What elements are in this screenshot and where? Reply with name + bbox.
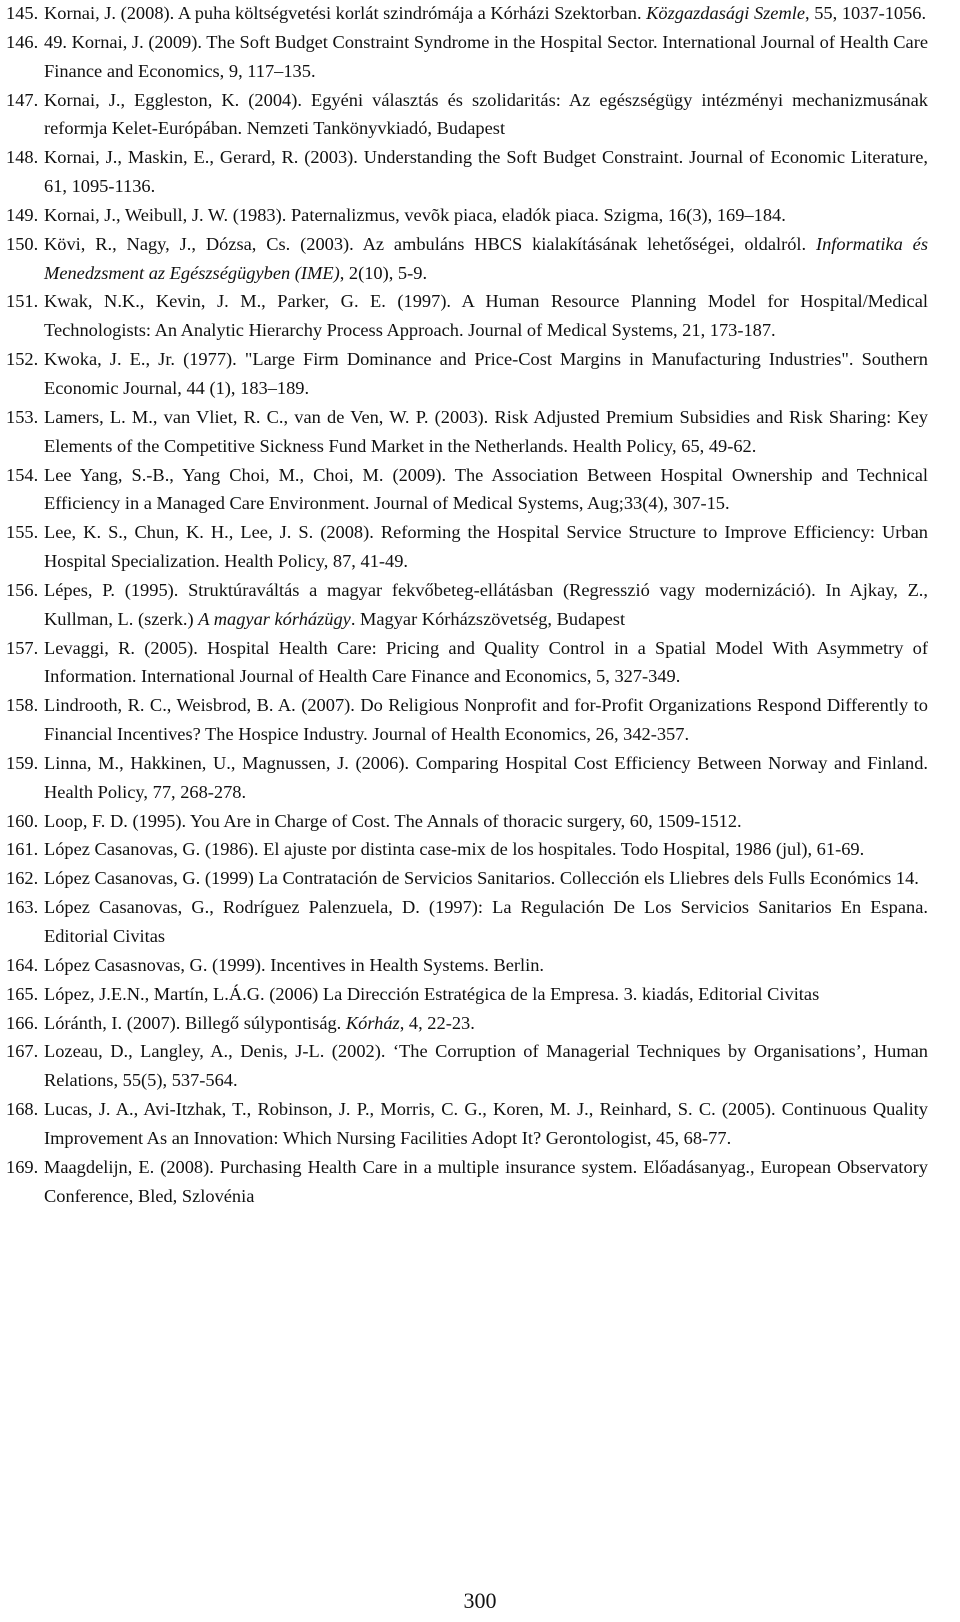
reference-entry — [6, 1037, 928, 1095]
reference-text: Lamers, L. M., van Vliet, R. C., van de Ven, W. P. (2003). Risk Adjusted Premium Subsidies and Risk Sharing: Key Elements of the Competitive Sickness Fund Market in the Netherlands. Health Policy, 65, 49-62. — [44, 406, 928, 456]
reference-text: Lindrooth, R. C., Weisbrod, B. A. (2007). Do Religious Nonprofit and for-Profit Organizations Respond Differently to Financial Incentives? The Hospice Industry. Journal of Health Economics, 26, 342-357. — [44, 695, 928, 745]
reference-number: 159. — [6, 752, 39, 773]
reference-entry — [6, 28, 928, 86]
reference-entry — [6, 980, 928, 1009]
reference-text: López Casanovas, G. (1986). El ajuste por distinta case-mix de los hospitales. Todo Hospital, 1986 (jul), 61-69. — [44, 839, 865, 860]
reference-number: 168. — [6, 1099, 39, 1120]
reference-number: 157. — [6, 637, 39, 658]
reference-italic-text: A magyar kórházügy — [198, 608, 351, 629]
reference-entry — [6, 0, 928, 28]
page-number: 300 — [463, 1588, 497, 1613]
reference-number: 155. — [6, 522, 39, 543]
reference-text: Kwoka, J. E., Jr. (1977). "Large Firm Dominance and Price-Cost Margins in Manufacturing Industries". Southern Economic Journal, 44 (1), 183–189. — [44, 349, 928, 398]
reference-text: López, J.E.N., Martín, L.Á.G. (2006) La Dirección Estratégica de la Empresa. 3. kiadás, Editorial Civitas — [44, 983, 820, 1004]
reference-text: López Casasnovas, G. (1999). Incentives in Health Systems. Berlin. — [44, 954, 545, 975]
reference-text: Kornai, J., Eggleston, K. (2004). Egyéni választás és szolidaritás: Az egészségügy intézményi mechanizmusának reformja Kelet-Európában. Nemzeti Tankönyvkiadó, Budapest — [44, 89, 928, 139]
reference-number: 154. — [6, 464, 39, 485]
reference-text: Kornai, J. (2008). A puha költségvetési korlát szindrómája a Kórházi Szektorban. — [44, 3, 647, 23]
reference-text: Lee Yang, S.-B., Yang Choi, M., Choi, M. (2009). The Association Between Hospital Ownership and Technical Efficiency in a Managed Care Environment. Journal of Medical Systems, Aug;33(4), 307-15. — [44, 464, 928, 514]
reference-number: 145. — [6, 3, 39, 23]
reference-number: 163. — [6, 897, 39, 918]
reference-number: 169. — [6, 1156, 39, 1177]
reference-text: López Casanovas, G. (1999) La Contratación de Servicios Sanitarios. Collección els Lliebres dels Fulls Económics 14. — [44, 868, 919, 889]
reference-entry — [6, 749, 928, 807]
reference-list — [6, 0, 928, 1210]
reference-text: , 55, 1037-1056. — [805, 3, 927, 23]
reference-text: Levaggi, R. (2005). Hospital Health Care: Pricing and Quality Control in a Spatial Model With Asymmetry of Information. International Journal of Health Care Finance and Economics, 5, 327-349. — [44, 637, 928, 687]
reference-number: 153. — [6, 406, 39, 427]
reference-text: . Magyar Kórházszövetség, Budapest — [350, 608, 626, 629]
reference-italic-text: Kórház — [345, 1012, 400, 1033]
reference-text: Kornai, J., Maskin, E., Gerard, R. (2003). Understanding the Soft Budget Constraint. Journal of Economic Literature, 61, 1095-1136. — [44, 147, 928, 197]
reference-number: 146. — [6, 31, 39, 52]
reference-entry — [6, 201, 928, 230]
reference-number: 149. — [6, 204, 39, 225]
reference-text: Loop, F. D. (1995). You Are in Charge of Cost. The Annals of thoracic surgery, 60, 1509-1512. — [44, 810, 742, 831]
reference-number: 151. — [6, 291, 39, 312]
reference-text: López Casanovas, G., Rodríguez Palenzuela, D. (1997): La Regulación De Los Servicios Sanitarios En Espana. Editorial Civitas — [44, 897, 928, 946]
reference-number: 152. — [6, 349, 39, 370]
reference-entry — [6, 691, 928, 749]
reference-entry — [6, 1095, 928, 1153]
reference-number: 148. — [6, 147, 39, 168]
reference-entry — [6, 287, 928, 345]
reference-text: Kwak, N.K., Kevin, J. M., Parker, G. E. (1997). A Human Resource Planning Model for Hospital/Medical Technologists: An Analytic Hierarchy Process Approach. Journal of Medical Systems, 21, 173-187. — [44, 291, 928, 341]
reference-number: 161. — [6, 839, 39, 860]
reference-italic-text: Közgazdasági Szemle — [646, 3, 806, 23]
reference-entry — [6, 634, 928, 692]
reference-entry — [6, 576, 928, 634]
reference-entry — [6, 143, 928, 201]
reference-entry — [6, 345, 928, 403]
reference-text: Lee, K. S., Chun, K. H., Lee, J. S. (2008). Reforming the Hospital Service Structure to Improve Efficiency: Urban Hospital Specialization. Health Policy, 87, 41-49. — [44, 522, 928, 572]
reference-entry — [6, 951, 928, 980]
reference-entry — [6, 835, 928, 864]
reference-number: 147. — [6, 89, 39, 110]
reference-number: 160. — [6, 810, 39, 831]
reference-text: , 2(10), 5-9. — [339, 262, 428, 283]
reference-text: 49. Kornai, J. (2009). The Soft Budget Constraint Syndrome in the Hospital Sector. International Journal of Health Care Finance and Economics, 9, 117–135. — [44, 31, 928, 81]
reference-number: 162. — [6, 868, 39, 889]
reference-text: Kövi, R., Nagy, J., Dózsa, Cs. (2003). Az ambuláns HBCS kialakításának lehetőségei, oldalról. — [44, 233, 816, 254]
reference-number: 166. — [6, 1012, 39, 1033]
reference-text: Lépes, P. (1995). Struktúraváltás a magyar fekvőbeteg-ellátásban (Regresszió vagy modernizáció). In Ajkay, Z., Kullman, L. (szerk.) — [44, 579, 928, 629]
reference-text: Lozeau, D., Langley, A., Denis, J-L. (2002). ‘The Corruption of Managerial Techniques by Organisations’, Human Relations, 55(5), 537-564. — [44, 1041, 928, 1091]
reference-text: Lóránth, I. (2007). Billegő súlypontiság. — [44, 1012, 346, 1033]
reference-text: Lucas, J. A., Avi-Itzhak, T., Robinson, J. P., Morris, C. G., Koren, M. J., Reinhard, S. C. (2005). Continuous Quality Improvement As an Innovation: Which Nursing Facilities Adopt It? Gerontologist, 45, 68-77. — [44, 1099, 928, 1148]
reference-number: 158. — [6, 695, 39, 716]
reference-entry — [6, 230, 928, 288]
reference-number: 156. — [6, 579, 39, 600]
reference-number: 164. — [6, 954, 39, 975]
reference-entry — [6, 1153, 928, 1211]
reference-italic-text: Informatika és Menedzsment az Egészségügyben (IME) — [44, 233, 928, 283]
reference-entry — [6, 807, 928, 836]
reference-text: Maagdelijn, E. (2008). Purchasing Health Care in a multiple insurance system. Előadásanyag., European Observatory Conference, Bled, Szlovénia — [44, 1156, 928, 1206]
reference-number: 167. — [6, 1041, 39, 1062]
reference-number: 150. — [6, 233, 39, 254]
reference-text: Linna, M., Hakkinen, U., Magnussen, J. (2006). Comparing Hospital Cost Efficiency Between Norway and Finland. Health Policy, 77, 268-278. — [44, 752, 928, 802]
reference-entry — [6, 864, 928, 893]
reference-text: Kornai, J., Weibull, J. W. (1983). Paternalizmus, vevõk piaca, eladók piaca. Szigma, 16(3), 169–184. — [44, 204, 786, 225]
reference-entry — [6, 461, 928, 519]
reference-entry — [6, 403, 928, 461]
reference-entry — [6, 86, 928, 144]
reference-entry — [6, 893, 928, 951]
reference-entry — [6, 1009, 928, 1038]
reference-text: , 4, 22-23. — [399, 1012, 475, 1033]
reference-number: 165. — [6, 983, 39, 1004]
reference-entry — [6, 518, 928, 576]
